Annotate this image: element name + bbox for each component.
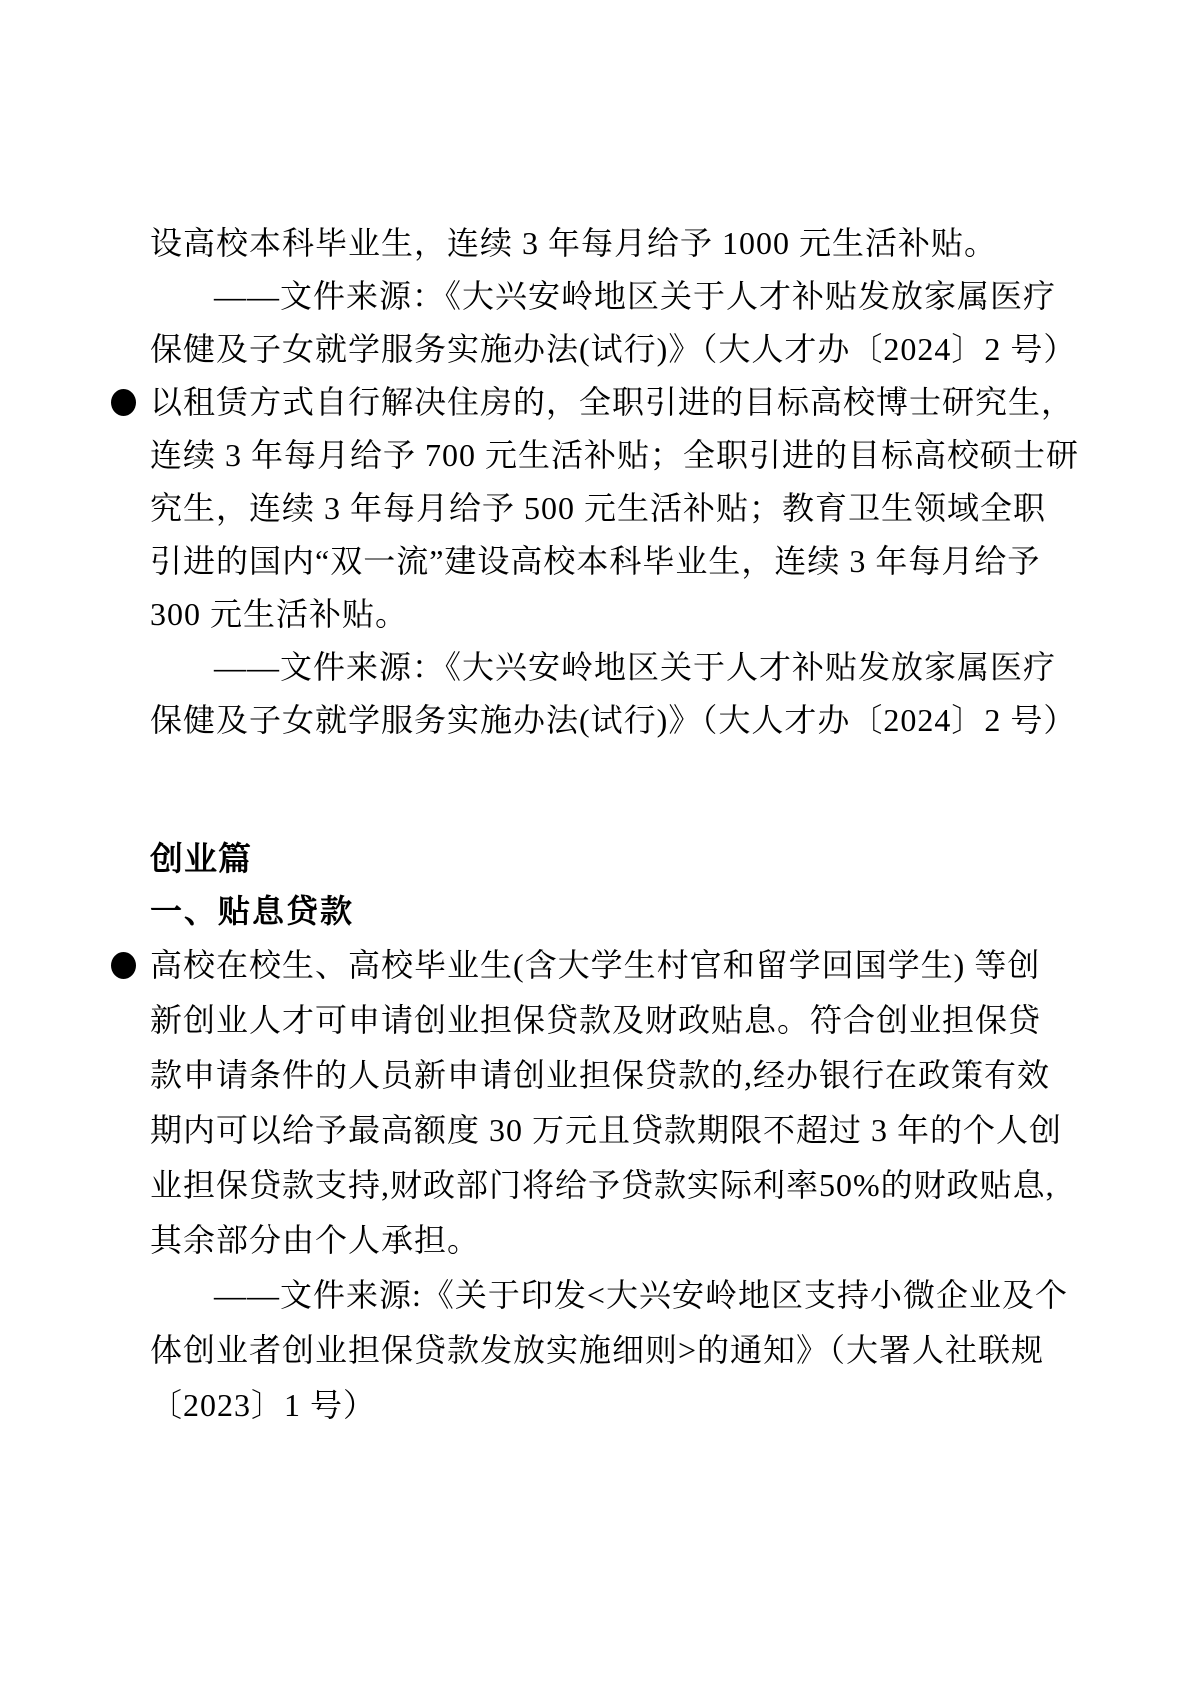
bullet-line-text: 以租赁方式自行解决住房的，全职引进的目标高校博士研究生， (150, 384, 1075, 420)
citation-line: 〔2023〕1 号） (150, 1387, 377, 1423)
bullet-icon (111, 952, 136, 979)
bullet-paragraph-line (150, 376, 1075, 429)
citation-line: 保健及子女就学服务实施办法(试行)》（大人才办〔2024〕2 号） (150, 331, 1077, 367)
entrepreneurship-section (150, 832, 1068, 1433)
bullet-icon (111, 389, 136, 416)
citation-line: ——文件来源：《大兴安岭地区关于人才补贴发放家属医疗 (214, 278, 1057, 314)
housing-subsidy-section (150, 217, 1080, 747)
citation-line: ——文件来源:《关于印发<大兴安岭地区支持小微企业及个 (214, 1277, 1068, 1313)
bullet-paragraph-line (150, 938, 1043, 993)
document-body (150, 217, 1080, 1433)
bullet-paragraph-line: 连续 3 年每月给予 700 元生活补贴；全职引进的目标高校硕士研 (150, 437, 1080, 473)
subsection-heading-subsidized-loan: 一、贴息贷款 (150, 893, 355, 929)
bullet-paragraph-line: 究生，连续 3 年每月给予 500 元生活补贴；教育卫生领域全职 (150, 490, 1047, 526)
citation-line: ——文件来源：《大兴安岭地区关于人才补贴发放家属医疗 (214, 649, 1057, 685)
citation-line: 体创业者创业担保贷款发放实施细则>的通知》（大署人社联规 (150, 1332, 1045, 1368)
bullet-line-text: 高校在校生、高校毕业生(含大学生村官和留学回国学生) 等创 (150, 947, 1041, 983)
bullet-paragraph-line: 业担保贷款支持,财政部门将给予贷款实际利率50%的财政贴息, (150, 1167, 1055, 1203)
bullet-paragraph-line: 期内可以给予最高额度 30 万元且贷款期限不超过 3 年的个人创 (150, 1112, 1063, 1148)
section-heading-entrepreneurship: 创业篇 (150, 840, 252, 877)
bullet-paragraph-line: 款申请条件的人员新申请创业担保贷款的,经办银行在政策有效 (150, 1057, 1051, 1093)
bullet-paragraph-line: 引进的国内“双一流”建设高校本科毕业生，连续 3 年每月给予 (150, 543, 1041, 579)
bullet-paragraph-line: 新创业人才可申请创业担保贷款及财政贴息。符合创业担保贷 (150, 1002, 1042, 1038)
body-text-line: 设高校本科毕业生，连续 3 年每月给予 1000 元生活补贴。 (150, 225, 998, 261)
bullet-paragraph-line: 其余部分由个人承担。 (150, 1222, 481, 1258)
bullet-paragraph-line: 300 元生活补贴。 (150, 596, 409, 632)
citation-line: 保健及子女就学服务实施办法(试行)》（大人才办〔2024〕2 号） (150, 702, 1077, 738)
